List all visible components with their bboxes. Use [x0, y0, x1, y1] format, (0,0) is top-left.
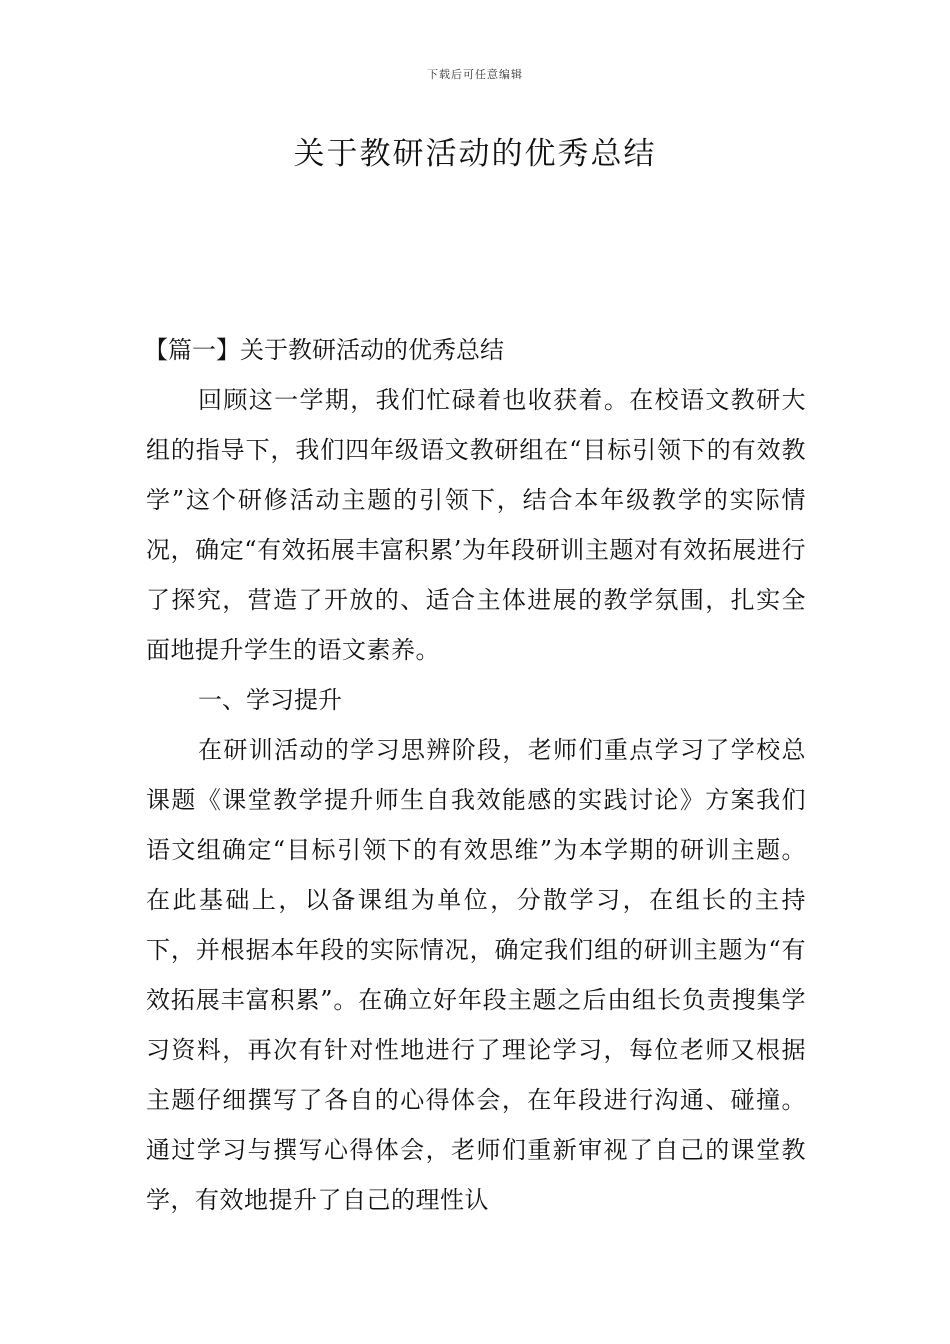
subheading-study: 一、学习提升 [198, 686, 342, 714]
paragraph-review: 回顾这一学期，我们忙碌着也收获着。在校语文教研大组的指导下，我们四年级语文教研组在“目标引领下的有效教学”这个研修活动主题的引领下，结合本年级教学的实际情况，确定“有效拓展丰富积累’为年段研训主题对有效拓展进行了探究，营造了开放的、适合主体进展的教学氛围，扎实全面地提升学生的语文素养。 [146, 386, 806, 664]
section-heading: 【篇一】关于教研活动的优秀总结 [144, 336, 504, 364]
document-title: 关于教研活动的优秀总结 [293, 136, 657, 172]
paragraph-study: 在研训活动的学习思辨阶段，老师们重点学习了学校总课题《课堂教学提升师生自我效能感的实践讨论》方案我们语文组确定“目标引领下的有效思维”为本学期的研训主题。在此基础上，以备课组为单位，分散学习，在组长的主持下，并根据本年段的实际情况，确定我们组的研训主题为“有效拓展丰富积累”。在确立好年段主题之后由组长负责搜集学习资料，再次有针对性地进行了理论学习，每位老师又根据主题仔细撰写了各自的心得体会，在年段进行沟通、碰撞。通过学习与撰写心得体会，老师们重新审视了自己的课堂教学，有效地提升了自己的理性认 [146, 736, 806, 1214]
document-body [146, 325, 806, 1225]
header-note: 下载后可任意编辑 [427, 68, 523, 81]
